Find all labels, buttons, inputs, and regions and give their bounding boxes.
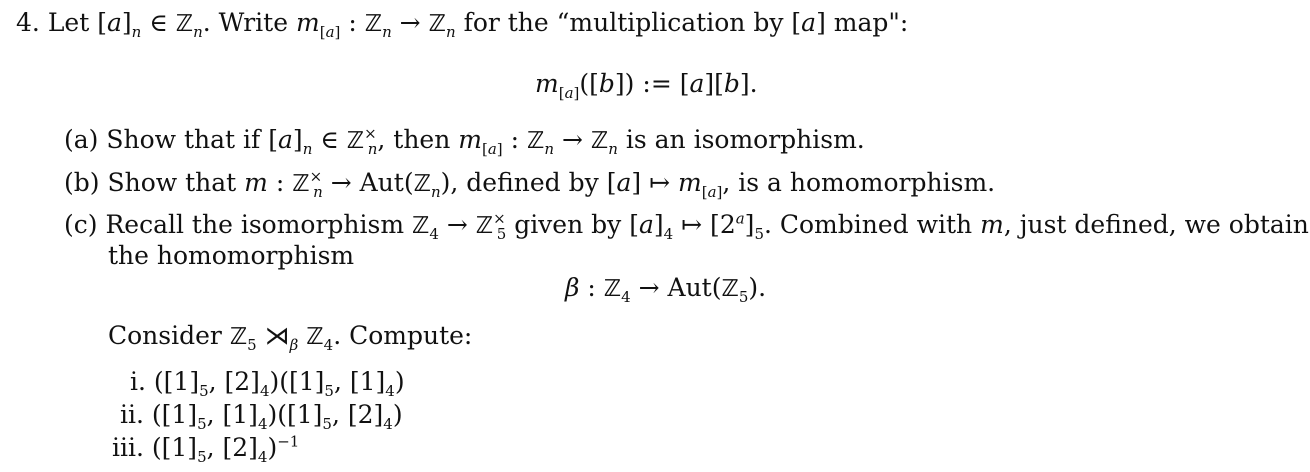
part-label: (b) xyxy=(64,168,100,197)
item-label: i. xyxy=(130,367,146,396)
beta-display: β : ℤ$_4$ → Aut(ℤ$_5$). xyxy=(565,273,767,306)
problem-number: 4. xyxy=(16,8,40,37)
consider-line: Consider ℤ$_5$ $⋊_\beta$ ℤ$_4$. Compute: xyxy=(108,321,473,354)
part-c: (c) Recall the isomorphism ℤ$_4$ → ℤ×$_5$ given by $[a]_4$ ↦ $[2^a]_5$. Combined with m, just defined, we obtain xyxy=(64,209,1309,243)
definition-display: $m_{[a]}([b])$ := [a][b]. xyxy=(535,69,758,102)
part-b: (b) Show that m : ℤ×$_n$ → Aut(ℤ$_n$), defined by [a] ↦ $m_{[a]}$, is a homomorphism. xyxy=(64,167,996,201)
list-item: i. ($[1]_5$, $[2]_4)([1]_5$, $[1]_4$) xyxy=(130,367,405,400)
item-label: ii. xyxy=(120,400,144,429)
part-a: (a) Show that if $[a]_n$ ∈ ℤ×$_n$, then $m_{[a]}$ : ℤ$_n$ → ℤ$_n$ is an isomorphism. xyxy=(64,124,865,158)
problem-statement: 4. Let $[a]_n$ ∈ ℤ$_n$. Write $m_{[a]}$ : ℤ$_n$ → ℤ$_n$ for the “multiplication by [a] map": xyxy=(16,8,909,41)
list-item: iii. ($[1]_5$, $[2]_4)^{-1}$ xyxy=(112,432,300,466)
part-label: (c) xyxy=(64,210,98,239)
item-label: iii. xyxy=(112,433,144,462)
list-item: ii. ($[1]_5$, $[1]_4)([1]_5$, $[2]_4$) xyxy=(120,400,403,433)
part-c-line2: the homomorphism xyxy=(108,241,355,270)
part-label: (a) xyxy=(64,125,99,154)
